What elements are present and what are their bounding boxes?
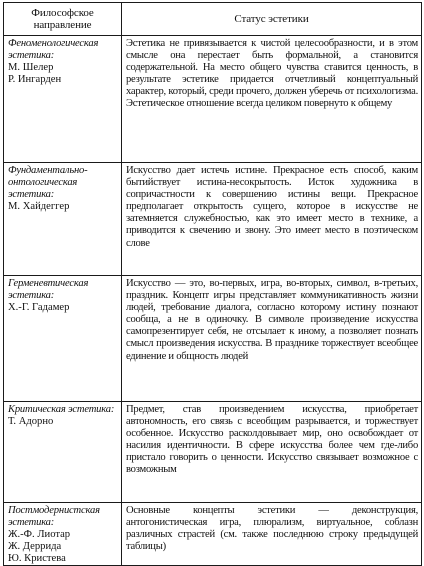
table-row: [4, 402, 422, 503]
status-description: Эстетика не привязывается к чистой целесообразности, и в этом смысле она перестает быть формальной, а становится содержательной. На место общего чувства ставится ценность, в результате эстетике придается отчетливый концептуальный характер, который, среди прочего, должен уберечь от психологизма. Эстетическое отношение всегда целиком повернуто к общему: [126, 38, 418, 110]
direction-name: Герменевтическая эстетика:: [8, 278, 89, 301]
status-cell: [122, 503, 422, 566]
direction-name: Феноменологическая эстетика:: [8, 38, 99, 61]
status-cell: [122, 402, 422, 503]
direction-cell: [4, 163, 122, 276]
status-cell: [122, 163, 422, 276]
person-name: М. Шелер: [8, 61, 54, 73]
status-description: Основные концепты эстетики — деконструкция, антогонистическая игра, плюрализм, виртуальное, соблазн различных страстей (см. также последнюю строку предыдущей таблицы): [126, 505, 418, 553]
person-name: Т. Адорно: [8, 415, 54, 427]
aesthetics-table: [3, 2, 422, 566]
status-cell: [122, 276, 422, 402]
direction-name: Постмодернистская эстетика:: [8, 505, 100, 528]
direction-name: Критическая эстетика:: [8, 404, 115, 415]
direction-cell: [4, 503, 122, 566]
header-direction-label: Философское направление: [31, 6, 94, 31]
person-name: Ю. Кристева: [8, 552, 66, 564]
direction-name: Фундаментально-онтологическая эстетика:: [8, 165, 88, 200]
person-name: Ж. Деррида: [8, 540, 62, 552]
status-description: Предмет, став произведением искусства, приобретает автономность, его связь с всеобщим разрывается, и торжествует особенное. Искусство расколдовывает мир, оно освобождает от насилия идентичности. В сфере искусства более чем где-либо пристало говорить о ценности. Искусство связывает возможное с возможным: [126, 404, 418, 476]
person-name: Ж.-Ф. Лиотар: [8, 528, 71, 540]
person-name: М. Хайдеггер: [8, 200, 70, 212]
person-name: Х.-Г. Гадамер: [8, 301, 70, 313]
table-row: [4, 276, 422, 402]
header-status: [122, 3, 422, 36]
status-cell: [122, 36, 422, 163]
direction-cell: [4, 402, 122, 503]
table-row: [4, 36, 422, 163]
person-name: Р. Ингарден: [8, 73, 62, 85]
table-row: [4, 503, 422, 566]
header-direction: [4, 3, 122, 36]
table-row: [4, 163, 422, 276]
direction-cell: [4, 276, 122, 402]
status-description: Искусство — это, во-первых, игра, во-вторых, символ, в-третьих, праздник. Концепт игры представляет коммуникативность жизни людей, требование диалога, согласно которому истину познают сообща, а не в одиночку. В символе произведение искусства самопрезентирует себя, не отсылает к иному, а позволяет познать смысл произведения искусства. В празднике торжествует всеобщее единение и общность людей: [126, 278, 418, 362]
status-description: Искусство дает истечь истине. Прекрасное есть способ, каким бытийствует истина-несокрытость. Исток художника в сопричастности к совершению истины вещи. Прекрасное предполагает открытость сущего, которое в искусстве не затемняется служебностью, как это имеет место в технике, а приводится к свечению и звону. Это имеет место в поэтическом слове: [126, 165, 418, 249]
table-header-row: [4, 3, 422, 36]
header-status-label: Статус эстетики: [234, 12, 309, 25]
direction-cell: [4, 36, 122, 163]
